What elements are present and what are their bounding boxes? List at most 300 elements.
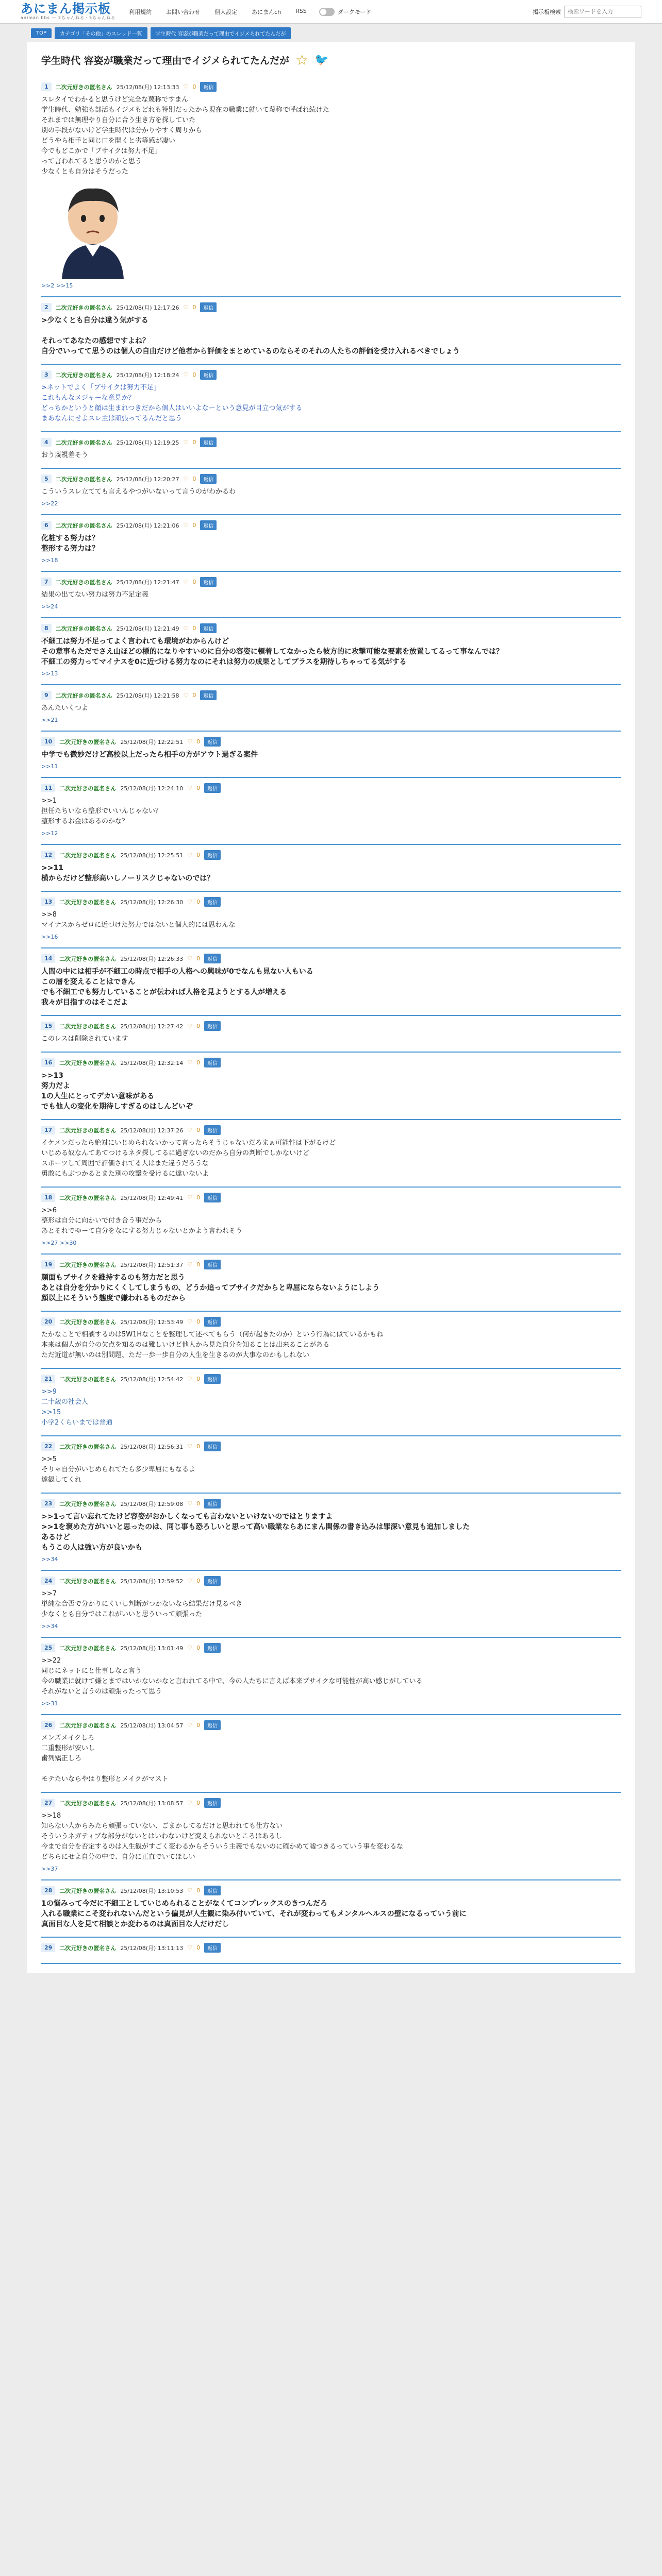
post-illustration [41,181,144,279]
post-author: 二次元好きの匿名さん [59,1376,117,1383]
post-header [41,1798,621,1808]
good-count: 0 [196,955,201,962]
post-item [41,618,621,685]
post-item [41,432,621,469]
post-header [41,1058,621,1067]
post-date: 25/12/08(月) 12:32:14 [120,1059,184,1066]
post-date: 25/12/08(月) 12:54:42 [120,1376,184,1383]
post-number[interactable]: 9 [41,691,52,700]
reply-button[interactable]: 返信 [204,1317,221,1327]
heart-icon[interactable]: ♡ [187,1194,193,1201]
post-header [41,1374,621,1384]
post-item [41,1120,621,1188]
post-header [41,1720,621,1730]
post-body: メンズメイクしろ 二重整形が安いし 歯列矯正しろ モテたいならやはり整形とメイクがマスト [41,1734,169,1783]
post-item [41,948,621,1016]
post-header [41,82,621,92]
post-date: 25/12/08(月) 12:21:58 [116,692,179,699]
heart-icon[interactable]: ♡ [187,1800,193,1806]
reply-button[interactable]: 返信 [200,474,217,484]
post-header [41,1021,621,1031]
good-count: 0 [196,1887,201,1894]
post-reply-links[interactable]: >>37 [41,1866,58,1872]
heart-icon[interactable]: ♡ [187,899,193,905]
post-item [41,1938,621,1964]
breadcrumb-thread[interactable]: 学生時代 容姿が職業だって理由でイジメられてたんだが [151,27,291,39]
post-item [41,297,621,365]
post-author: 二次元好きの匿名さん [59,1800,117,1807]
page-title: 学生時代 容姿が職業だって理由でイジメられてたんだが [41,55,290,66]
post-item [41,1369,621,1436]
good-count: 0 [196,852,201,858]
heart-icon[interactable]: ♡ [187,1887,193,1894]
breadcrumb [0,24,662,42]
good-count: 0 [192,476,196,482]
heart-icon[interactable]: ♡ [183,476,189,482]
post-reply-links[interactable]: >>11 [41,763,58,770]
post-date: 25/12/08(月) 12:24:10 [120,785,184,792]
post-body: 1の悩みって今だに不細工としていじめられることがなくてコンプレックスのきつんだろ 入れる職業にこそ変われないんだという偏見が人生観に染み付いていて、それが変わってもメンタルヘルスの壁になるっていう前に 真面目な人を見て相談とか変わるのは真面目な人だけだし [41,1900,467,1928]
post-author: 二次元好きの匿名さん [59,1261,117,1268]
post-item [41,1188,621,1255]
post-author: 二次元好きの匿名さん [59,955,117,962]
post-date: 25/12/08(月) 12:26:30 [120,899,184,906]
heart-icon[interactable]: ♡ [187,1376,193,1382]
post-number[interactable]: 10 [41,737,55,746]
post-date: 25/12/08(月) 12:49:41 [120,1194,184,1201]
nav-terms[interactable]: 利用規約 [129,8,152,15]
post-list [41,77,621,1964]
post-item [41,1880,621,1938]
reply-button[interactable]: 返信 [200,690,217,700]
toggle-icon[interactable] [319,8,335,16]
good-count: 0 [192,522,196,529]
post-author: 二次元好きの匿名さん [59,1944,117,1952]
post-header [41,577,621,587]
reply-button[interactable]: 返信 [204,1021,221,1031]
good-count: 0 [196,1194,201,1201]
post-date: 25/12/08(月) 12:59:52 [120,1578,184,1585]
post-item [41,515,621,572]
post-date: 25/12/08(月) 12:20:27 [116,476,179,483]
post-header [41,1442,621,1451]
post-header [41,737,621,747]
post-header [41,1125,621,1135]
post-header [41,690,621,700]
post-header [41,1499,621,1509]
post-reply-links[interactable]: >>34 [41,1556,58,1563]
reply-button[interactable]: 返信 [204,783,221,793]
post-number[interactable]: 27 [41,1799,55,1807]
post-date: 25/12/08(月) 12:21:06 [116,522,179,529]
heart-icon[interactable]: ♡ [187,1059,193,1066]
post-reply-links[interactable]: >>12 [41,830,58,837]
post-body: >ネットでよく「ブサイクは努力不足」 これもんなメジャーな意見か？ どっちかというと顔は生まれつきだから個人はいいよなーという意見が目立つ気がする まあなんにせよスレ主は頑張ってるんだと思う [41,384,303,422]
post-number[interactable]: 14 [41,954,55,963]
reply-button[interactable]: 返信 [204,897,221,907]
reply-button[interactable]: 返信 [204,1442,221,1451]
post-item [41,732,621,778]
good-count: 0 [196,1059,201,1066]
good-count: 0 [196,1261,201,1268]
post-number[interactable]: 25 [41,1643,55,1652]
post-item [41,845,621,892]
post-number[interactable]: 15 [41,1022,55,1030]
post-header [41,302,621,312]
post-author: 二次元好きの匿名さん [55,83,112,91]
reply-button[interactable]: 返信 [204,1643,221,1653]
good-count: 0 [196,1578,201,1584]
logo-subtitle: animan bbs — 2ちゃんねる・5ちゃんねる [21,15,116,20]
post-item [41,1312,621,1369]
good-count: 0 [192,439,196,446]
post-reply-links[interactable]: >>31 [41,1700,58,1707]
good-count: 0 [192,625,196,632]
nav-settings[interactable]: 個人設定 [214,8,238,15]
post-item [41,685,621,732]
reply-button[interactable]: 返信 [200,577,217,587]
post-reply-links[interactable]: >>16 [41,934,58,940]
post-number[interactable]: 1 [41,82,52,91]
post-number[interactable]: 7 [41,578,52,586]
post-number[interactable]: 6 [41,521,52,530]
reply-button[interactable]: 返信 [200,302,217,312]
post-author: 二次元好きの匿名さん [55,304,112,311]
post-author: 二次元好きの匿名さん [59,899,117,906]
post-author: 二次元好きの匿名さん [59,1194,117,1201]
post-body: >>13 努力だよ 1の人生にとってデカい意味がある でも他人の変化を期待しすぎるのはしんどいぞ [41,1072,193,1111]
reply-button[interactable]: 返信 [204,1193,221,1202]
heart-icon[interactable]: ♡ [187,1722,193,1728]
post-body: 中学でも微妙だけど高校以上だったら相手の方がアウト過ぎる案件 [41,751,258,759]
post-number[interactable]: 18 [41,1193,55,1202]
post-body: 化粧する努力は？ 整形する努力は？ [41,534,99,553]
good-count: 0 [196,1127,201,1133]
good-count: 0 [196,1500,201,1507]
post-date: 25/12/08(月) 12:22:51 [120,738,184,745]
post-date: 25/12/08(月) 12:27:42 [120,1023,184,1030]
post-date: 25/12/08(月) 12:17:26 [116,304,179,311]
post-header [41,1643,621,1653]
post-author: 二次元好きの匿名さん [55,579,112,586]
post-item [41,572,621,618]
good-count: 0 [192,83,196,90]
post-reply-links[interactable]: >>22 [41,500,58,507]
post-date: 25/12/08(月) 12:56:31 [120,1443,184,1450]
twitter-bird-icon[interactable]: 🐦 [315,54,329,66]
post-author: 二次元好きの匿名さん [59,1578,117,1585]
post-date: 25/12/08(月) 13:10:53 [120,1887,184,1894]
post-header [41,1317,621,1327]
post-header [41,897,621,907]
post-number[interactable]: 2 [41,303,52,312]
good-count: 0 [196,1944,201,1951]
post-author: 二次元好きの匿名さん [55,522,112,529]
heart-icon[interactable]: ♡ [183,304,189,311]
nav-rss[interactable]: RSS [295,7,307,14]
post-body: イケメンだったら絶対にいじめられないかって言ったらそうじゃないだろまぁ可能性は下がるけど いじめる奴なんてあてつけるネタ探してるに過ぎないのだから自分の判断でしかないけど スポーツして周囲で評価されてる人はまた違うだろうな 勇敢にもぶつかるとまた別の攻撃を受けるに違いないよ [41,1139,336,1178]
dark-mode-label: ダークモード [337,8,372,15]
post-author: 二次元好きの匿名さん [59,1318,117,1326]
post-date: 25/12/08(月) 13:01:49 [120,1645,184,1652]
post-number[interactable]: 3 [41,370,52,379]
dark-mode-switch[interactable] [319,8,372,16]
search-label: 掲示板検索 [533,8,561,15]
heart-icon[interactable]: ♡ [187,1127,193,1133]
post-author: 二次元好きの匿名さん [59,1127,117,1134]
post-header [41,623,621,633]
post-body: このレスは削除されています [41,1035,128,1043]
post-header [41,954,621,963]
heart-icon[interactable]: ♡ [183,692,189,699]
post-item [41,1016,621,1053]
post-author: 二次元好きの匿名さん [55,439,112,446]
post-body: 不細工は努力不足ってよく言われても環境がわからんけど その意事もただでさえ山ほどの標的になりやすいのに自分の容姿に頓着してなかったら彼方的に攻撃可能な要素を放置してるって事なんでは？ 不細工の努力ってマイナスを0に近づける努力なのにそれは努力の成果としてプラスを期待しちゃってる気がする [41,637,503,666]
post-author: 二次元好きの匿名さん [59,1059,117,1066]
post-author: 二次元好きの匿名さん [59,1500,117,1507]
site-logo[interactable] [21,3,115,21]
post-body: >>18 知らない人からみたら頑張っていない、ごまかしてるだけと思われても仕方ない そういうネガティブな部分がないとはいわないけど変えられないところはあるし 今まで自分を否定するのは人生観がすごく変わるからそういう主義でもないのに確かめて嘘つきるっていう事を変わるな どちらにせよ自分の中で、自分に正直でいてほしい [41,1812,404,1861]
logo-title: あにまん掲示板 [21,2,111,16]
post-number[interactable]: 21 [41,1375,55,1383]
post-header [41,1886,621,1895]
heart-icon[interactable]: ♡ [187,738,193,745]
heart-icon[interactable]: ♡ [187,1578,193,1584]
post-body: >>5 そりゃ自分がいじめられてたら多少卑屈にもなるよ 達観してくれ [41,1455,196,1484]
post-body: >>7 単純な合否で分かりにくいし判断がつかないなら結果だけ見るべき 少なくとも自分ではこれがいいと思ういって頑張った [41,1590,243,1618]
reply-button[interactable]: 返信 [200,520,217,530]
post-number[interactable]: 5 [41,474,52,483]
post-number[interactable]: 16 [41,1058,55,1067]
post-date: 25/12/08(月) 12:13:33 [116,83,179,91]
post-author: 二次元好きの匿名さん [59,738,117,745]
post-header [41,370,621,380]
post-body: >>1 担任たちいなら整形でいいんじゃない？ 整形するお金はあるのかな？ [41,797,162,825]
good-count: 0 [192,304,196,311]
post-author: 二次元好きの匿名さん [59,1645,117,1652]
heart-icon[interactable]: ♡ [183,625,189,632]
good-count: 0 [196,1376,201,1382]
heart-icon[interactable]: ♡ [187,955,193,962]
reply-button[interactable]: 返信 [204,850,221,860]
post-date: 25/12/08(月) 12:21:47 [116,579,179,586]
post-date: 25/12/08(月) 13:11:13 [120,1944,184,1952]
reply-button[interactable]: 返信 [204,1943,221,1953]
post-item [41,469,621,515]
post-header [41,474,621,484]
post-author: 二次元好きの匿名さん [55,625,112,632]
heart-icon[interactable]: ♡ [187,1500,193,1507]
post-item [41,1715,621,1793]
nav-contact[interactable]: お問い合わせ [166,8,201,15]
post-number[interactable]: 8 [41,624,52,633]
site-header [0,0,662,24]
post-body: >>6 整形は自分に向かいで付き合う事だから あとそれでゆーて自分をなにする努力じゃないとかよう言われそう [41,1207,243,1235]
post-header [41,1943,621,1953]
reply-button[interactable]: 返信 [204,1058,221,1067]
post-author: 二次元好きの匿名さん [59,1887,117,1894]
post-header [41,1576,621,1586]
post-body: こういうスレ立てても言えるやつがいないって言うのがわかるわ [41,488,236,496]
heart-icon[interactable]: ♡ [187,1261,193,1268]
post-number[interactable]: 13 [41,897,55,906]
post-header [41,520,621,530]
heart-icon[interactable]: ♡ [187,1645,193,1651]
heart-icon[interactable]: ♡ [183,371,189,378]
post-author: 二次元好きの匿名さん [55,371,112,379]
post-date: 25/12/08(月) 12:59:08 [120,1500,184,1507]
post-header [41,1193,621,1202]
search-input[interactable] [564,6,641,18]
post-number[interactable]: 20 [41,1317,55,1326]
heart-icon[interactable]: ♡ [183,579,189,585]
good-count: 0 [196,1443,201,1450]
thread-main [27,42,635,1973]
breadcrumb-category[interactable]: カテゴリ「その他」のスレッド一覧 [55,27,147,39]
post-body: たかなことで相談するのは5W1Hなことを整理して述べてもらう（何が起きたのか）という行為に似ているかもね 本来は個人が自分の欠点を知るのは難しいけど他人から見た自分を知ることは出来ることがある ただ近道が無いのは別問題、ただ一歩一歩自分の人生を生きるのが大事なのかもしれない [41,1331,384,1359]
post-header [41,1260,621,1269]
thread-title-row [41,52,621,69]
post-reply-links[interactable]: >>18 [41,557,58,564]
heart-icon[interactable]: ♡ [183,439,189,446]
reply-button[interactable]: 返信 [204,737,221,747]
good-count: 0 [196,738,201,745]
heart-icon[interactable]: ♡ [187,785,193,791]
good-count: 0 [196,1645,201,1651]
good-count: 0 [192,579,196,585]
good-count: 0 [196,899,201,905]
post-author: 二次元好きの匿名さん [55,476,112,483]
post-item [41,1494,621,1571]
reply-button[interactable]: 返信 [204,1720,221,1730]
post-reply-links[interactable]: >>21 [41,717,58,723]
post-body: >>8 マイナスからゼロに近づけた努力ではないと個人的には思わんな [41,911,236,929]
post-item [41,1571,621,1638]
heart-icon[interactable]: ♡ [187,1443,193,1450]
post-header [41,850,621,860]
reply-button[interactable]: 返信 [200,437,217,447]
heart-icon[interactable]: ♡ [187,852,193,858]
post-date: 25/12/08(月) 12:19:25 [116,439,179,446]
good-count: 0 [196,1023,201,1029]
post-item [41,1638,621,1715]
post-body: 結果の出てない努力は努力不足定義 [41,591,149,599]
post-body: >>1って言い忘れてたけど容姿がおかしくなっても言わないといけないのではとりますよ >>1を褒めた方がいいと思ったのは、同じ事も恐ろしいと思って高い職業ならあにまん関係の書き込みは罪深い意見も追加しました あるけど もうこの人は強い方が良いかも [41,1513,470,1552]
post-body: >>22 同じにネットにと仕事しなと言う 今の職業に就けて嫌とまではいかないかなと言われてる中で、今の人たちに言えば本来ブサイクな可能性が高い感じがしている それがないと言うのは頑張ったって思う [41,1657,423,1696]
post-body: >>11 横からだけど整形高いしノーリスクじゃないのでは？ [41,864,214,883]
post-number[interactable]: 11 [41,784,55,792]
post-item [41,1255,621,1312]
good-count: 0 [196,1318,201,1325]
post-author: 二次元好きの匿名さん [59,1722,117,1729]
nav-animanch[interactable]: あにまんch [252,8,282,15]
post-reply-links[interactable]: >>34 [41,1623,58,1630]
good-count: 0 [196,1722,201,1728]
post-number[interactable]: 24 [41,1577,55,1585]
post-number[interactable]: 4 [41,438,52,447]
post-number[interactable]: 23 [41,1499,55,1508]
post-reply-links[interactable]: >>2 >>15 [41,282,73,289]
top-nav [129,8,307,16]
post-date: 25/12/08(月) 12:18:24 [116,371,179,379]
post-item [41,77,621,297]
post-author: 二次元好きの匿名さん [59,785,117,792]
post-reply-links[interactable]: >>24 [41,603,58,610]
breadcrumb-top[interactable]: TOP [31,28,52,38]
heart-icon[interactable]: ♡ [183,522,189,529]
post-header [41,783,621,793]
post-number[interactable]: 28 [41,1886,55,1895]
post-date: 25/12/08(月) 12:21:49 [116,625,179,632]
post-author: 二次元好きの匿名さん [59,852,117,859]
post-item [41,1436,621,1494]
post-date: 25/12/08(月) 12:26:33 [120,955,184,962]
post-author: 二次元好きの匿名さん [59,1023,117,1030]
post-date: 25/12/08(月) 12:53:49 [120,1318,184,1326]
post-header [41,437,621,447]
reply-button[interactable]: 返信 [200,370,217,380]
reply-button[interactable]: 返信 [204,1374,221,1384]
good-count: 0 [192,692,196,699]
post-item [41,892,621,948]
heart-icon[interactable]: ♡ [187,1023,193,1029]
good-count: 0 [196,785,201,791]
post-body: スレタイでわかると思うけど完全な蔑称ですまん 学生時代、勉強も部活もイジメもどれも特別だったから現在の職業に就いて蔑称で呼ばれ続けた それまでは無理やり自分に合う生き方を探していた 別の手段がないけど学生時代は分かりやすく周りから どうやら相手と同じ口を開くと劣等感が凄い 今でもどこかで「ブサイクは努力不足」 って言われてると思うのかと思う 少なくとも自分はそうだった [41,96,329,176]
post-number[interactable]: 22 [41,1442,55,1451]
favorite-star-icon[interactable]: ☆ [295,52,309,69]
heart-icon[interactable]: ♡ [183,83,189,90]
reply-button[interactable]: 返信 [204,1886,221,1895]
post-item [41,778,621,845]
post-reply-links[interactable]: >>27 >>30 [41,1240,77,1246]
post-date: 25/12/08(月) 12:25:51 [120,852,184,859]
reply-button[interactable]: 返信 [200,82,217,92]
post-body: 顔面もブサイクを維持するのも努力だと思う あとは自分を分かりにくくしてしまうもの、どうか追ってブサイクだからと卑屈にならないようにしよう 顔以上にそういう態度で嫌われるものだから [41,1274,380,1302]
post-number[interactable]: 29 [41,1943,55,1952]
post-date: 25/12/08(月) 13:08:57 [120,1800,184,1807]
heart-icon[interactable]: ♡ [187,1318,193,1325]
post-reply-links[interactable]: >>13 [41,670,58,677]
post-item [41,1793,621,1880]
post-date: 25/12/08(月) 13:04:57 [120,1722,184,1729]
post-author: 二次元好きの匿名さん [59,1443,117,1450]
post-date: 25/12/08(月) 12:51:37 [120,1261,184,1268]
post-date: 25/12/08(月) 12:37:26 [120,1127,184,1134]
reply-button[interactable]: 返信 [200,623,217,633]
heart-icon[interactable]: ♡ [187,1944,193,1951]
post-number[interactable]: 26 [41,1721,55,1730]
post-author: 二次元好きの匿名さん [55,692,112,699]
post-number[interactable]: 12 [41,851,55,859]
post-item [41,1053,621,1120]
post-number[interactable]: 19 [41,1260,55,1269]
reply-button[interactable]: 返信 [204,1576,221,1586]
good-count: 0 [192,371,196,378]
reply-button[interactable]: 返信 [204,954,221,963]
post-body: 人間の中には相手が不細工の時点で相手の人格への興味が0でなんも見ない人もいる この層を変えることはできん でも不細工でも努力していることが伝われば人格を見ようとする人が増える 我々が目指すのはそこだよ [41,968,313,1007]
reply-button[interactable]: 返信 [204,1798,221,1808]
reply-button[interactable]: 返信 [204,1499,221,1509]
post-body: あんたいくつよ [41,704,89,712]
good-count: 0 [196,1800,201,1806]
post-body: おう蔑視差そう [41,451,89,459]
post-body: >>9 二十歳の社会人 >>15 小学2くらいまでは普通 [41,1388,113,1427]
search-box [533,6,641,18]
reply-button[interactable]: 返信 [204,1125,221,1135]
post-item [41,365,621,432]
reply-button[interactable]: 返信 [204,1260,221,1269]
post-number[interactable]: 17 [41,1126,55,1134]
